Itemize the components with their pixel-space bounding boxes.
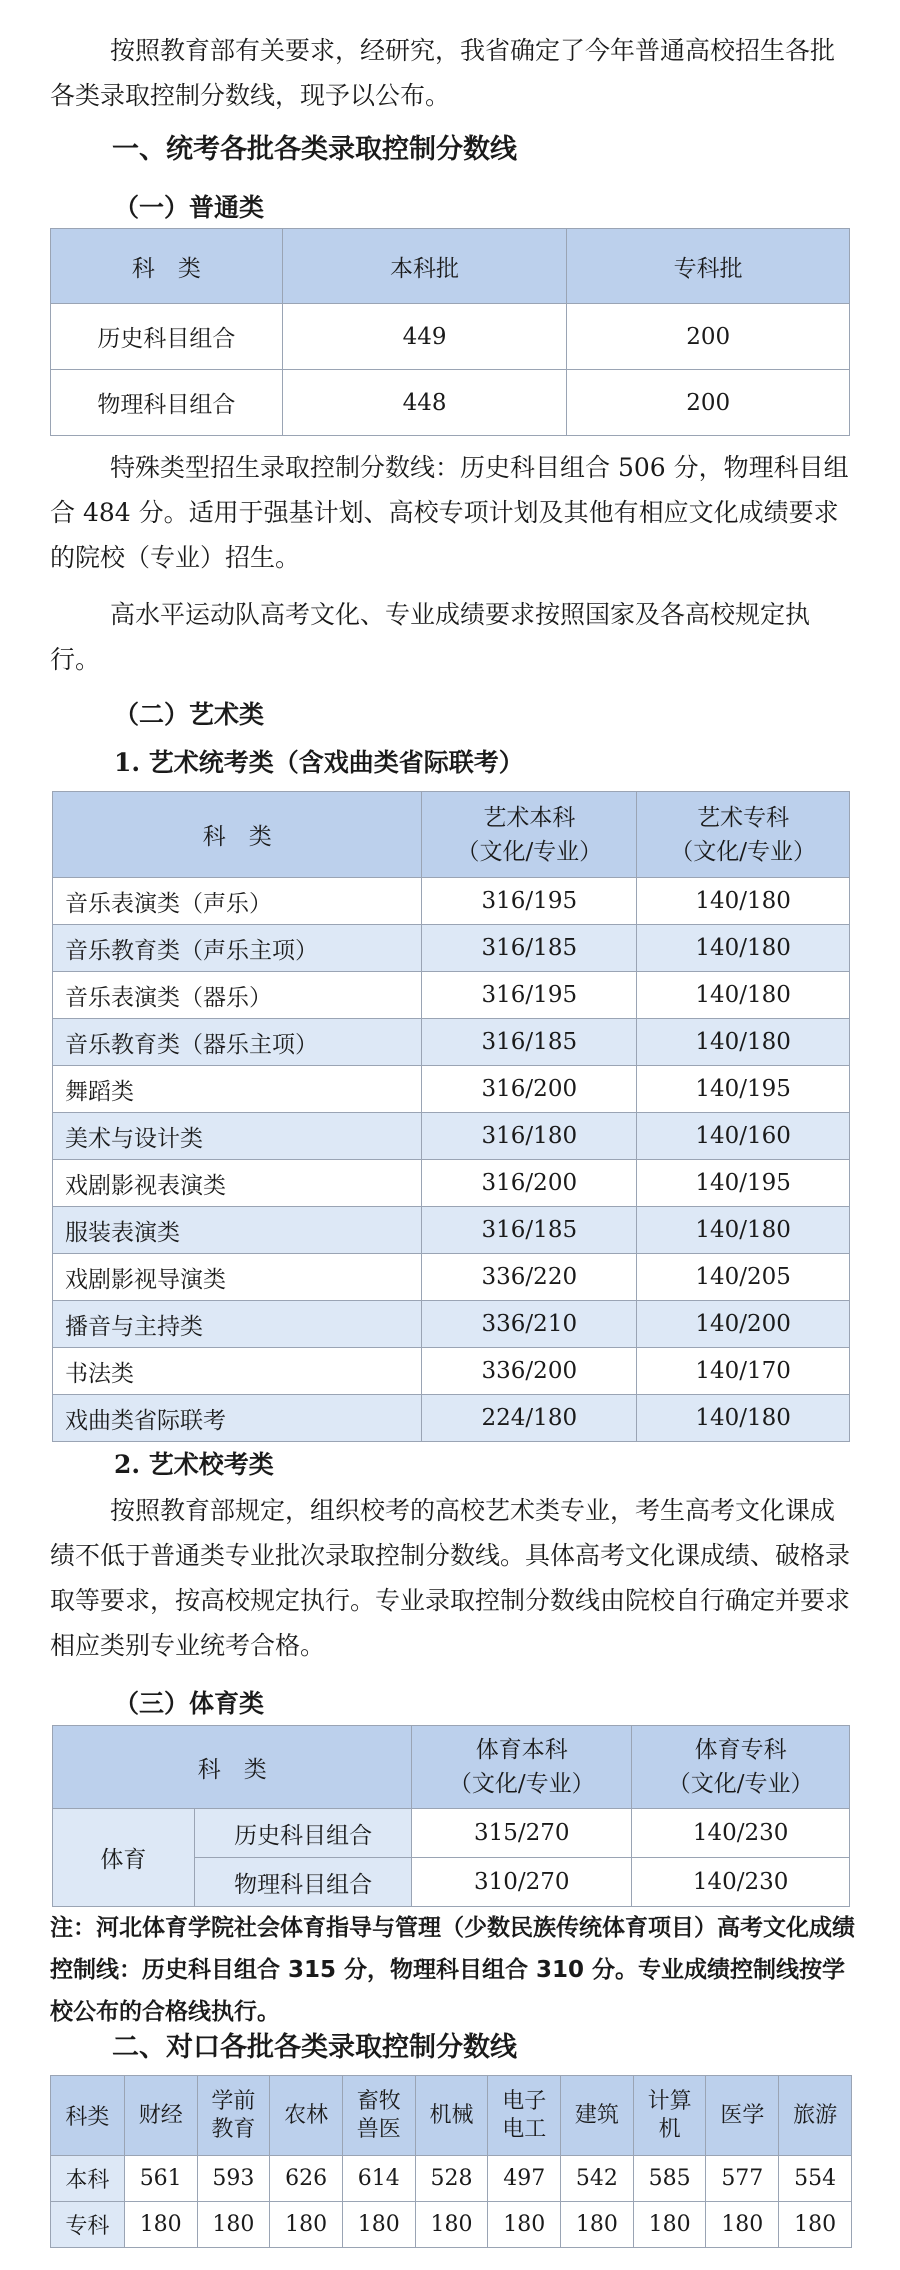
section2-title: 二、对口各批各类录取控制分数线 [112, 2032, 517, 2063]
header-line: 学前 [211, 2088, 256, 2114]
row-name: 音乐表演类（器乐） [53, 972, 422, 1019]
cell-value: 140/180 [637, 925, 850, 972]
general-title: （一）普通类 [114, 193, 265, 222]
table-row [53, 925, 850, 972]
cell-value: 140/180 [637, 972, 850, 1019]
row-name: 播音与主持类 [53, 1301, 422, 1348]
row-name: 历史科目组合 [194, 1809, 412, 1858]
pe-title: （三）体育类 [114, 1689, 265, 1718]
row-name: 音乐教育类（器乐主项） [53, 1019, 422, 1066]
row-name: 戏曲类省际联考 [53, 1395, 422, 1442]
header-cell: 专科批 [567, 229, 850, 304]
cell-value: 316/200 [422, 1160, 637, 1207]
header-cell [488, 2076, 561, 2156]
cell-value: 140/180 [637, 1395, 850, 1442]
table-row [53, 1254, 850, 1301]
row-name: 本科 [51, 2156, 125, 2202]
header-cell [633, 2076, 706, 2156]
cell-value: 140/205 [637, 1254, 850, 1301]
cell-value: 140/180 [637, 1207, 850, 1254]
table-row [53, 1207, 850, 1254]
table-header-row [53, 1726, 850, 1809]
cell-value: 561 [124, 2156, 197, 2202]
art-sub2-paragraph: 按照教育部规定，组织校考的高校艺术类专业，考生高考文化课成绩不低于普通类专业批次录取控制分数线。具体高考文化课成绩、破格录取等要求，按高校规定执行。专业录取控制分数线由院校自行确定并要求相应类别专业统考合格。 [50, 1496, 851, 1660]
cell-value: 140/180 [637, 1019, 850, 1066]
header-line: 机械 [429, 2102, 474, 2128]
header-line: （文化/专业） [456, 838, 603, 865]
header-line: 计算 [647, 2088, 692, 2114]
cell-value: 180 [633, 2202, 706, 2248]
table-row [51, 2156, 852, 2202]
cell-value: 140/195 [637, 1066, 850, 1113]
intro-paragraph: 按照教育部有关要求，经研究，我省确定了今年普通高校招生各批各类录取控制分数线，现予以公布。 [50, 36, 836, 110]
header-line: 财经 [138, 2102, 183, 2128]
special-paragraph: 特殊类型招生录取控制分数线：历史科目组合 506 分，物理科目组合 484 分。适用于强基计划、高校专项计划及其他有相应文化成绩要求的院校（专业）招生。 [50, 453, 849, 572]
cell-value: 200 [567, 370, 850, 436]
header-line: （文化/专业） [670, 838, 816, 865]
cell-value: 316/195 [422, 878, 637, 925]
cell-value: 585 [633, 2156, 706, 2202]
header-cell [342, 2076, 415, 2156]
cell-value: 140/230 [632, 1858, 850, 1907]
header-line: 旅游 [793, 2102, 838, 2128]
cell-value: 140/230 [632, 1809, 850, 1858]
header-line: 艺术本科 [483, 804, 576, 831]
row-name: 舞蹈类 [53, 1066, 422, 1113]
table-header-row [51, 229, 850, 304]
header-line: 电工 [502, 2116, 547, 2142]
cell-value: 140/200 [637, 1301, 850, 1348]
cell-value: 614 [342, 2156, 415, 2202]
row-name: 专科 [51, 2202, 125, 2248]
art-sub1-title: 1. 艺术统考类（含戏曲类省际联考） [114, 748, 524, 777]
header-line: 机 [658, 2116, 681, 2142]
category-cell: 体育 [53, 1809, 195, 1907]
cell-value: 180 [124, 2202, 197, 2248]
header-cell [561, 2076, 634, 2156]
header-line: （文化/专业） [448, 1771, 595, 1797]
header-cell [779, 2076, 852, 2156]
header-line: 畜牧 [356, 2088, 401, 2114]
header-cell [706, 2076, 779, 2156]
cell-value: 224/180 [422, 1395, 637, 1442]
header-cell [197, 2076, 270, 2156]
header-cell [422, 792, 637, 878]
header-line: 农林 [284, 2102, 329, 2128]
cell-value: 316/195 [422, 972, 637, 1019]
header-line: 体育专科 [694, 1737, 787, 1763]
table-header-row [53, 792, 850, 878]
row-name: 音乐表演类（声乐） [53, 878, 422, 925]
sports-team-paragraph: 高水平运动队高考文化、专业成绩要求按照国家及各高校规定执行。 [50, 600, 811, 674]
header-cell [270, 2076, 343, 2156]
cell-value: 316/180 [422, 1113, 637, 1160]
row-name: 物理科目组合 [51, 370, 283, 436]
general-table [50, 228, 850, 436]
cell-value: 310/270 [412, 1858, 632, 1907]
section1-title: 一、统考各批各类录取控制分数线 [112, 134, 517, 165]
table-row [53, 1348, 850, 1395]
table-row [51, 2202, 852, 2248]
table-header-row [51, 2076, 852, 2156]
cell-value: 448 [282, 370, 567, 436]
header-cell: 科 类 [53, 792, 422, 878]
table-row [51, 304, 850, 370]
table-row [53, 1395, 850, 1442]
row-name: 服装表演类 [53, 1207, 422, 1254]
cell-value: 528 [415, 2156, 488, 2202]
cell-value: 542 [561, 2156, 634, 2202]
table-row [53, 1019, 850, 1066]
cell-value: 316/200 [422, 1066, 637, 1113]
table-row [53, 1809, 850, 1858]
header-line: 体育本科 [475, 1737, 568, 1763]
cell-value: 336/210 [422, 1301, 637, 1348]
header-cell: 本科批 [282, 229, 567, 304]
cell-value: 180 [342, 2202, 415, 2248]
header-line: 医学 [720, 2102, 765, 2128]
table-row [53, 1301, 850, 1348]
cell-value: 497 [488, 2156, 561, 2202]
cell-value: 449 [282, 304, 567, 370]
cell-value: 180 [488, 2202, 561, 2248]
header-line: （文化/专业） [667, 1771, 814, 1797]
header-line: 电子 [502, 2088, 547, 2114]
art-table [52, 791, 850, 1442]
row-name: 美术与设计类 [53, 1113, 422, 1160]
pe-note: 注：河北体育学院社会体育指导与管理（少数民族传统体育项目）高考文化成绩控制线：历史科目组合 315 分，物理科目组合 310 分。专业成绩控制线按学校公布的合格线执行。 [50, 1915, 855, 2025]
table-row [51, 370, 850, 436]
cell-value: 140/195 [637, 1160, 850, 1207]
header-cell [637, 792, 850, 878]
header-cell [415, 2076, 488, 2156]
cell-value: 200 [567, 304, 850, 370]
header-cell [124, 2076, 197, 2156]
cell-value: 180 [270, 2202, 343, 2248]
cell-value: 336/200 [422, 1348, 637, 1395]
header-cell: 科 类 [53, 1726, 412, 1809]
header-line: 艺术专科 [697, 804, 790, 831]
header-cell [632, 1726, 850, 1809]
header-cell: 科类 [51, 2076, 125, 2156]
vocational-table [50, 2075, 852, 2248]
header-cell: 科 类 [51, 229, 283, 304]
cell-value: 577 [706, 2156, 779, 2202]
cell-value: 180 [197, 2202, 270, 2248]
header-line: 兽医 [356, 2116, 401, 2142]
cell-value: 315/270 [412, 1809, 632, 1858]
table-row [53, 878, 850, 925]
cell-value: 180 [415, 2202, 488, 2248]
cell-value: 180 [561, 2202, 634, 2248]
pe-table [52, 1725, 850, 1907]
cell-value: 626 [270, 2156, 343, 2202]
table-row [53, 1066, 850, 1113]
table-row [53, 972, 850, 1019]
header-cell [412, 1726, 632, 1809]
table-row [53, 1160, 850, 1207]
row-name: 物理科目组合 [194, 1858, 412, 1907]
header-line: 教育 [211, 2116, 256, 2142]
cell-value: 180 [779, 2202, 852, 2248]
cell-value: 593 [197, 2156, 270, 2202]
cell-value: 180 [706, 2202, 779, 2248]
row-name: 戏剧影视表演类 [53, 1160, 422, 1207]
cell-value: 140/170 [637, 1348, 850, 1395]
cell-value: 316/185 [422, 925, 637, 972]
art-title: （二）艺术类 [114, 700, 265, 729]
header-line: 建筑 [574, 2102, 619, 2128]
row-name: 历史科目组合 [51, 304, 283, 370]
row-name: 书法类 [53, 1348, 422, 1395]
cell-value: 554 [779, 2156, 852, 2202]
cell-value: 140/160 [637, 1113, 850, 1160]
cell-value: 316/185 [422, 1207, 637, 1254]
cell-value: 316/185 [422, 1019, 637, 1066]
art-sub2-title: 2. 艺术校考类 [114, 1450, 274, 1479]
row-name: 音乐教育类（声乐主项） [53, 925, 422, 972]
row-name: 戏剧影视导演类 [53, 1254, 422, 1301]
table-row [53, 1113, 850, 1160]
cell-value: 336/220 [422, 1254, 637, 1301]
cell-value: 140/180 [637, 878, 850, 925]
